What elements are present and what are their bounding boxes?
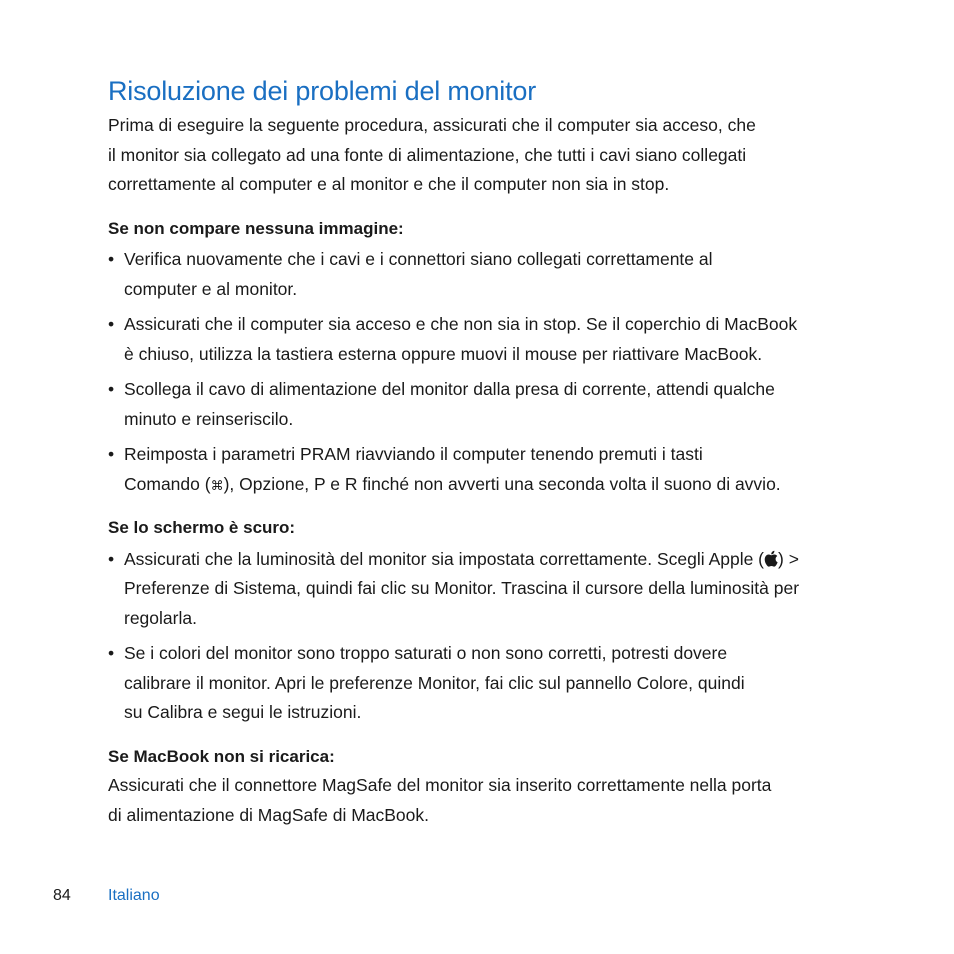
bullet-icon: •	[108, 643, 115, 663]
list-item-line: minuto e reinseriscilo.	[124, 408, 294, 429]
list-item-line: su Calibra e segui le istruzioni.	[124, 702, 362, 722]
paragraph-line: di alimentazione di MagSafe di MacBook.	[108, 804, 430, 825]
list-item-line-start: Assicurati che la luminosità del monitor sia impostata correttamente. Scegli Apple (	[124, 548, 765, 569]
list-item-line: Preferenze di Sistema, quindi fai clic su Monitor. Trascina il cursore della luminosità per	[124, 578, 800, 598]
section-heading-dark-screen: Se lo schermo è scuro:	[108, 518, 296, 537]
page-title: Risoluzione dei problemi del monitor	[108, 76, 537, 106]
not-charging-paragraph	[108, 771, 878, 830]
list-item-line: Scollega il cavo di alimentazione del monitor dalla presa di corrente, attendi qualche	[124, 379, 775, 399]
list-item	[108, 545, 878, 634]
command-key-icon: ⌘	[210, 478, 224, 494]
list-item	[108, 310, 878, 369]
bullet-icon: •	[108, 548, 115, 569]
intro-line: il monitor sia collegato ad una fonte di alimentazione, che tutti i cavi siano collegati	[108, 144, 747, 165]
list-item-line: regolarla.	[124, 607, 197, 628]
section-heading-no-image: Se non compare nessuna immagine:	[108, 218, 404, 238]
list-item	[108, 639, 878, 728]
list-item-line-end: ) >	[778, 548, 799, 569]
bullet-list-no-image	[108, 245, 878, 501]
list-item-line: computer e al monitor.	[124, 278, 298, 299]
list-item-line: Assicurati che il computer sia acceso e che non sia in stop. Se il coperchio di MacBook	[124, 314, 798, 334]
intro-line: Prima di eseguire la seguente procedura, assicurati che il computer sia acceso, che	[108, 115, 756, 135]
list-item-line: Se i colori del monitor sono troppo saturati o non sono corretti, potresti dovere	[124, 643, 728, 663]
list-item-line: è chiuso, utilizza la tastiera esterna oppure muovi il mouse per riattivare MacBook.	[124, 343, 763, 364]
section-heading-not-charging: Se MacBook non si ricarica:	[108, 746, 335, 766]
list-item-line: calibrare il monitor. Apri le preferenze Monitor, fai clic sul pannello Colore, quindi	[124, 672, 745, 693]
bullet-icon: •	[108, 379, 115, 399]
page-number: 84	[53, 887, 71, 904]
bullet-icon: •	[108, 314, 115, 334]
bullet-list-dark-screen	[108, 545, 878, 728]
list-item	[108, 375, 878, 434]
list-item-line: Verifica nuovamente che i cavi e i connettori siano collegati correttamente al	[124, 249, 713, 269]
bullet-icon: •	[108, 249, 115, 269]
intro-line: correttamente al computer e al monitor e che il computer non sia in stop.	[108, 174, 670, 194]
list-item-line: Reimposta i parametri PRAM riavviando il computer tenendo premuti i tasti	[124, 444, 703, 464]
intro-paragraph	[108, 111, 878, 200]
paragraph-line: Assicurati che il connettore MagSafe del monitor sia inserito correttamente nella porta	[108, 775, 772, 795]
list-item	[108, 440, 878, 501]
footer-language: Italiano	[108, 887, 160, 904]
list-item-line-end: ), Opzione, P e R finché non avverti una seconda volta il suono di avvio.	[223, 473, 781, 494]
list-item-line-start: Comando (	[124, 473, 211, 494]
bullet-icon: •	[108, 444, 115, 464]
apple-icon	[764, 550, 778, 567]
page-body	[108, 111, 878, 830]
list-item	[108, 245, 878, 304]
